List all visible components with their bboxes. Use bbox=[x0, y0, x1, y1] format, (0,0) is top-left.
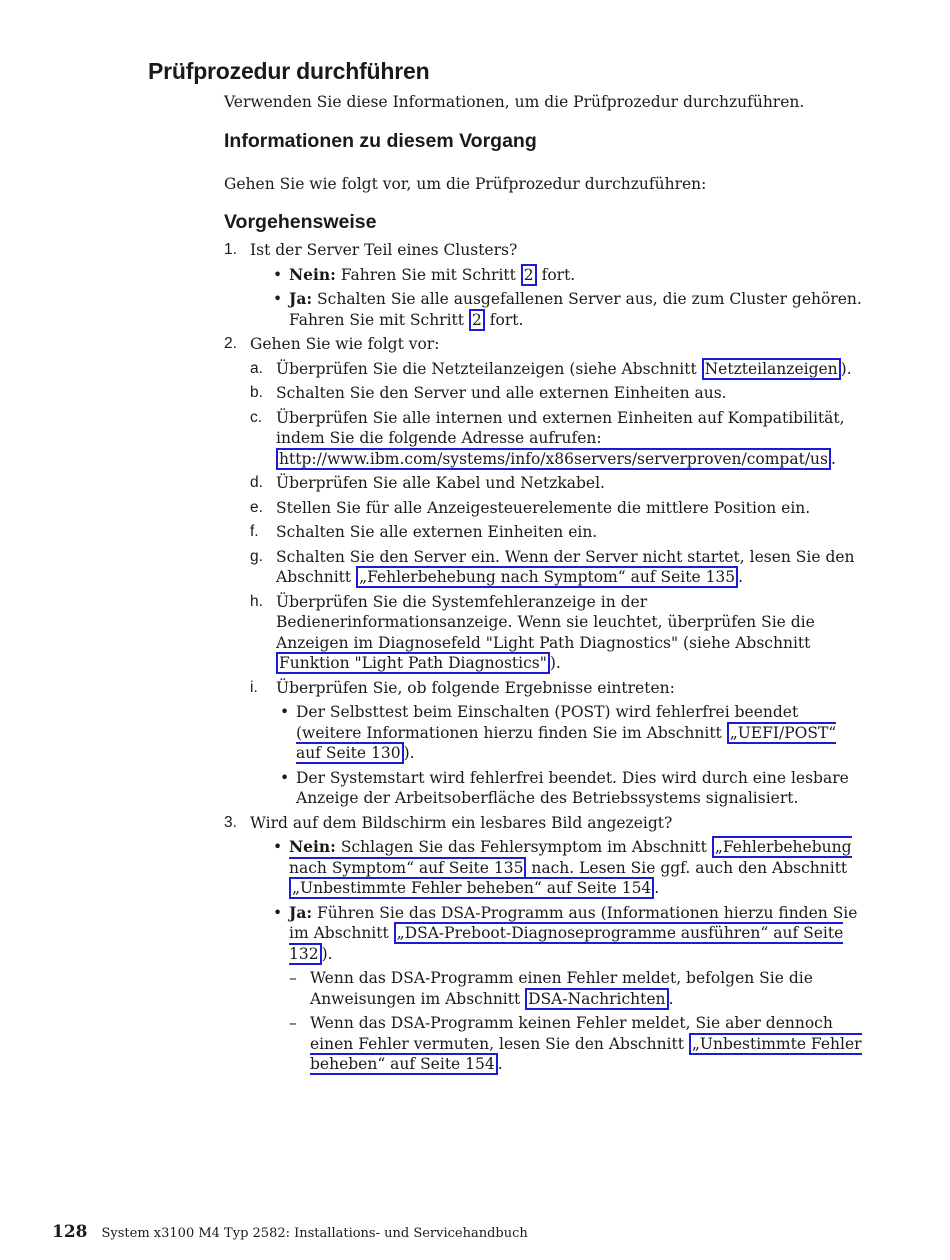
substep-letter: h. bbox=[250, 592, 263, 610]
link-dsa-nachrichten[interactable]: DSA-Nachrichten bbox=[525, 988, 668, 1010]
link-uefi-post[interactable]: „UEFI/POST“ auf Seite 130 bbox=[296, 723, 837, 762]
step-link[interactable]: 2 bbox=[521, 264, 537, 286]
bullet-item bbox=[269, 837, 864, 899]
substep-c bbox=[250, 408, 864, 470]
link-serverproven-url[interactable]: http://www.ibm.com/systems/info/x86servers/serverproven/compat/us bbox=[276, 448, 831, 470]
substep-i bbox=[250, 678, 864, 809]
substep-g bbox=[250, 547, 864, 588]
bullet-text: Schalten Sie alle ausgefallenen Server aus, die zum Cluster gehören. Fahren Sie mit Schritt bbox=[289, 290, 862, 329]
page-number: 128 bbox=[52, 1222, 88, 1242]
page-title: Prüfprozedur durchführen bbox=[148, 58, 430, 84]
step-text: Gehen Sie wie folgt vor: bbox=[250, 335, 440, 353]
step-3 bbox=[224, 813, 864, 1075]
procedure-heading: Vorgehensweise bbox=[224, 211, 377, 233]
intro-paragraph: Verwenden Sie diese Informationen, um die Prüfprozedur durchzuführen. bbox=[224, 93, 805, 111]
bullet-text: ). bbox=[321, 944, 333, 963]
substep-text: Überprüfen Sie die Netzteilanzeigen (siehe Abschnitt bbox=[276, 359, 702, 378]
substep-text: Schalten Sie alle externen Einheiten ein. bbox=[276, 523, 598, 541]
option-label: Nein: bbox=[289, 264, 336, 284]
link-fehlerbehebung-symptom[interactable]: „Fehlerbehebung nach Symptom“ auf Seite 135 bbox=[289, 838, 852, 877]
step-link[interactable]: 2 bbox=[469, 309, 485, 331]
link-fehlerbehebung-symptom[interactable]: „Fehlerbehebung nach Symptom“ auf Seite 135 bbox=[356, 566, 738, 588]
bullet-text: fort. bbox=[484, 310, 524, 329]
bullet-item bbox=[276, 702, 864, 764]
bullet-icon: • bbox=[280, 768, 290, 787]
step-text: Wird auf dem Bildschirm ein lesbares Bild angezeigt? bbox=[250, 813, 673, 832]
bullet-item bbox=[269, 903, 864, 1075]
bullet-text: ). bbox=[403, 744, 415, 762]
bullet-icon: • bbox=[273, 290, 283, 308]
info-paragraph: Gehen Sie wie folgt vor, um die Prüfprozedur durchzuführen: bbox=[224, 175, 707, 193]
link-unbestimmte-fehler[interactable]: „Unbestimmte Fehler beheben“ auf Seite 154 bbox=[289, 877, 654, 899]
dash-icon: – bbox=[289, 969, 297, 987]
substep-text: . bbox=[830, 449, 836, 468]
dash-item bbox=[289, 968, 864, 1009]
bullet-icon: • bbox=[273, 903, 283, 922]
substep-text: Überprüfen Sie die Systemfehleranzeige in der Bedienerinformationsanzeige. Wenn sie leuchtet, überprüfen Sie die Anzeigen im Diagnosefeld "Light Path Diagnostics" (siehe Abschnitt bbox=[276, 592, 815, 652]
bullet-item bbox=[269, 265, 864, 286]
bullet-icon: • bbox=[273, 838, 283, 856]
step-2 bbox=[224, 334, 864, 809]
substep-text: Überprüfen Sie alle internen und externen Einheiten auf Kompatibilität, indem Sie die folgende Adresse aufrufen: bbox=[276, 408, 845, 447]
substep-text: ). bbox=[549, 654, 561, 672]
substep-h bbox=[250, 592, 864, 674]
substep-letter: i. bbox=[250, 678, 258, 696]
substep-letter: b. bbox=[250, 384, 263, 401]
option-label: Ja: bbox=[289, 902, 313, 922]
procedure-steps bbox=[224, 240, 864, 1079]
dash-text: . bbox=[668, 989, 674, 1008]
substep-text: ). bbox=[840, 359, 852, 378]
dash-text: Wenn das DSA-Programm keinen Fehler meldet, Sie aber dennoch einen Fehler vermuten, lesen Sie den Abschnitt bbox=[310, 1014, 833, 1053]
step-number: 2. bbox=[224, 335, 237, 352]
substep-letter: c. bbox=[250, 408, 263, 426]
bullet-text: nach. Lesen Sie ggf. auch den Abschnitt bbox=[526, 858, 848, 877]
substep-text: Schalten Sie den Server und alle externen Einheiten aus. bbox=[276, 384, 727, 402]
substep-letter: a. bbox=[250, 359, 263, 377]
bullet-text: fort. bbox=[536, 265, 576, 284]
substep-letter: e. bbox=[250, 498, 263, 516]
bullet-text: Führen Sie das DSA-Programm aus (Informationen hierzu finden Sie im Abschnitt bbox=[289, 903, 858, 942]
bullet-text: Schlagen Sie das Fehlersymptom im Abschnitt bbox=[335, 838, 712, 856]
link-netzteilanzeigen[interactable]: Netzteilanzeigen bbox=[702, 358, 841, 380]
substep-f bbox=[250, 522, 864, 543]
substep-text: Stellen Sie für alle Anzeigesteuerelemente die mittlere Position ein. bbox=[276, 498, 811, 517]
substep-e bbox=[250, 498, 864, 519]
link-dsa-preboot[interactable]: „DSA-Preboot-Diagnoseprogramme ausführen“ auf Seite 132 bbox=[289, 924, 844, 963]
bullet-text: Fahren Sie mit Schritt bbox=[335, 265, 521, 284]
step-number: 3. bbox=[224, 813, 237, 831]
page-footer bbox=[52, 1222, 528, 1242]
substep-letter: d. bbox=[250, 474, 263, 491]
link-unbestimmte-fehler[interactable]: „Unbestimmte Fehler beheben“ auf Seite 154 bbox=[310, 1034, 862, 1073]
step-1 bbox=[224, 240, 864, 330]
substep-letter: f. bbox=[250, 523, 259, 540]
info-heading: Informationen zu diesem Vorgang bbox=[224, 130, 537, 152]
bullet-text: Der Systemstart wird fehlerfrei beendet. Dies wird durch eine lesbare Anzeige der Arbeitsoberfläche des Betriebssystems signalisiert. bbox=[296, 768, 849, 807]
option-label: Ja: bbox=[289, 289, 313, 308]
substep-text: Überprüfen Sie alle Kabel und Netzkabel. bbox=[276, 474, 605, 492]
option-label: Nein: bbox=[289, 837, 336, 856]
footer-text: System x3100 M4 Typ 2582: Installations- und Servicehandbuch bbox=[101, 1226, 528, 1241]
bullet-text: Der Selbsttest beim Einschalten (POST) wird fehlerfrei beendet (weitere Informationen hierzu finden Sie im Abschnitt bbox=[296, 703, 799, 742]
dash-text: . bbox=[497, 1055, 503, 1073]
substep-a bbox=[250, 359, 864, 380]
substep-text: Schalten Sie den Server ein. Wenn der Server nicht startet, lesen Sie den Abschnitt bbox=[276, 547, 855, 586]
substep-letter: g. bbox=[250, 547, 263, 565]
bullet-text: . bbox=[654, 879, 660, 897]
step-text: Ist der Server Teil eines Clusters? bbox=[250, 241, 518, 259]
substep-text: . bbox=[738, 568, 744, 586]
dash-icon: – bbox=[289, 1014, 297, 1032]
substep-b bbox=[250, 383, 864, 404]
bullet-icon: • bbox=[273, 265, 283, 284]
substep-d bbox=[250, 473, 864, 494]
bullet-icon: • bbox=[280, 703, 290, 721]
dash-text: Wenn das DSA-Programm einen Fehler meldet, befolgen Sie die Anweisungen im Abschnitt bbox=[310, 969, 813, 1008]
bullet-item bbox=[269, 289, 864, 330]
dash-item bbox=[289, 1013, 864, 1075]
substep-text: Überprüfen Sie, ob folgende Ergebnisse eintreten: bbox=[276, 678, 675, 697]
bullet-item bbox=[276, 768, 864, 809]
step-number: 1. bbox=[224, 241, 237, 258]
link-light-path-diagnostics[interactable]: Funktion "Light Path Diagnostics" bbox=[276, 652, 550, 674]
